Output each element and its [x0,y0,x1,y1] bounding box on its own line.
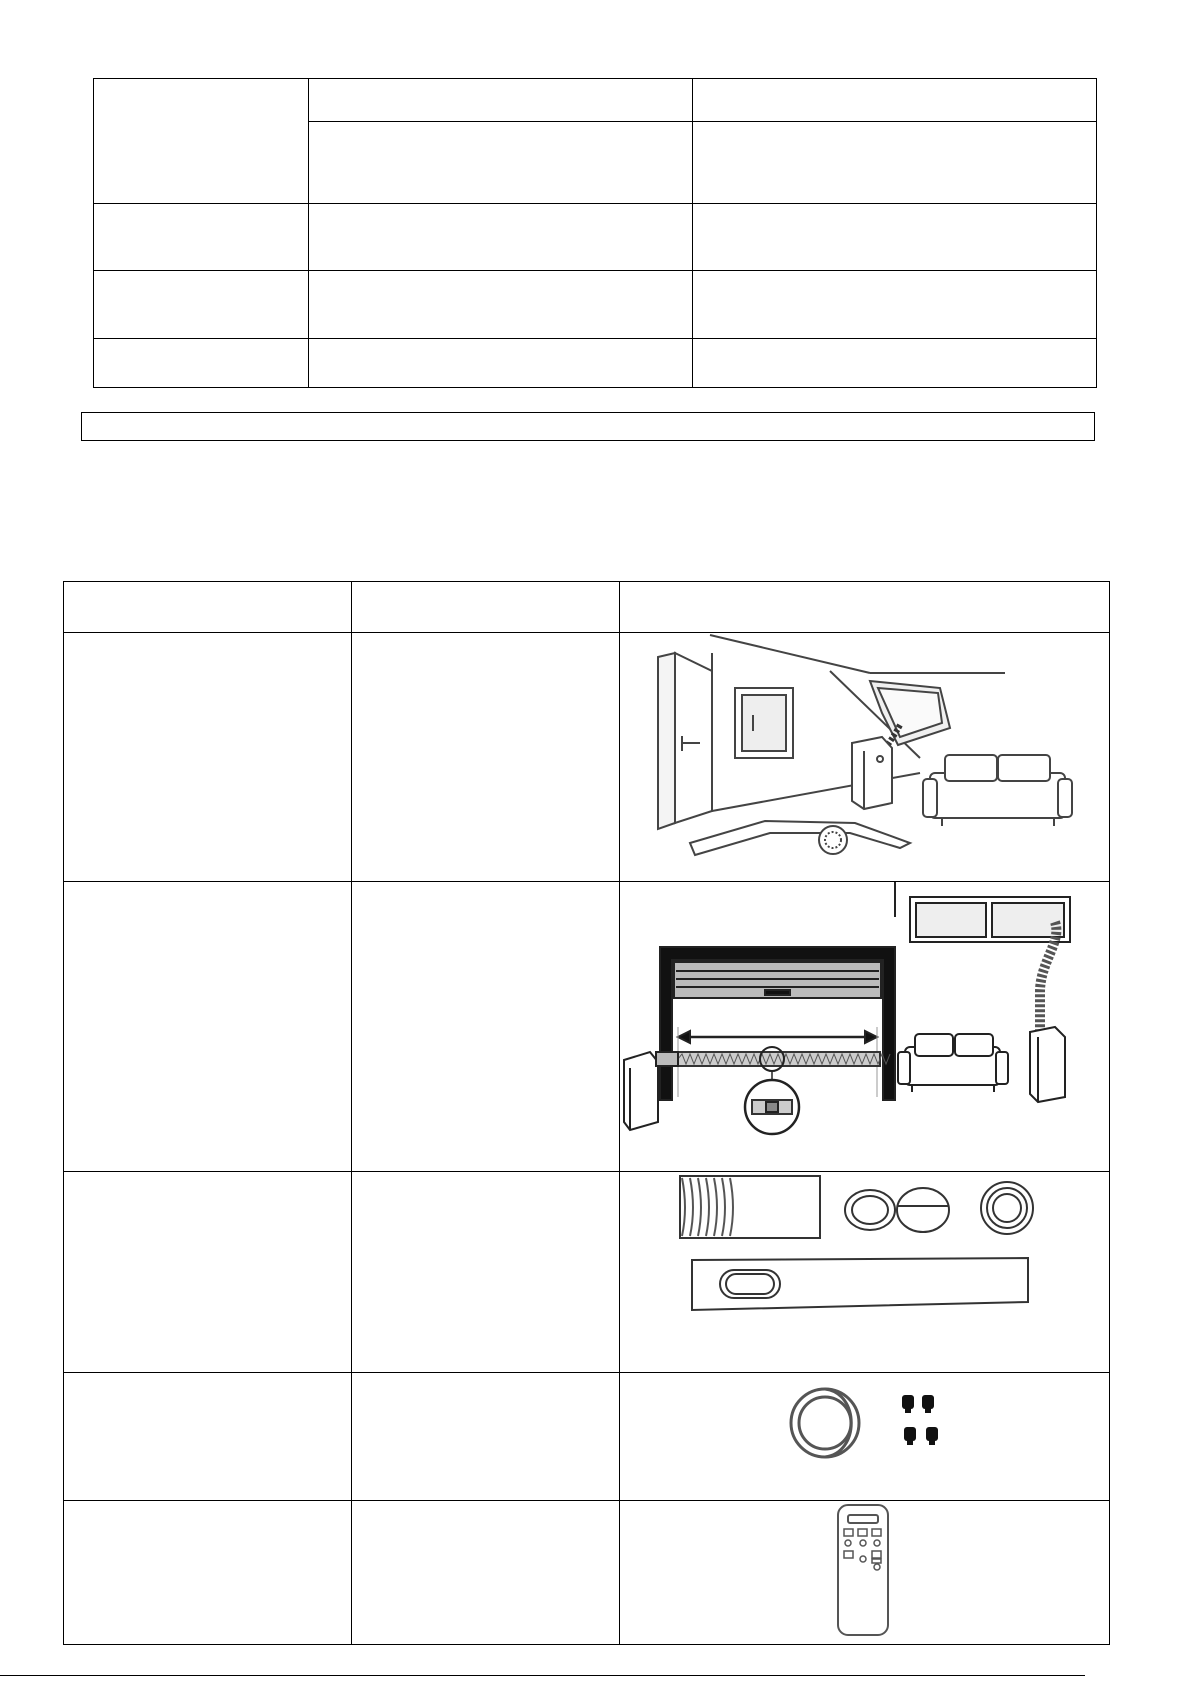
accessory-name-cell [64,1501,352,1645]
spec-table [93,78,1097,388]
spec-label-cell [94,79,309,204]
footer-divider [0,1675,1085,1676]
accessory-name-cell [64,1373,352,1501]
spec-label-cell [94,339,309,388]
window-sliding-seal-illustration [620,882,1109,1171]
accessory-name-cell [64,633,352,882]
accessory-image-cell [619,633,1109,882]
spec-value-cell [308,204,693,271]
table-row [94,271,1097,339]
accessory-image-cell [619,882,1109,1172]
remote-control-illustration [620,1501,1109,1644]
accessory-image-cell [619,1373,1109,1501]
table-row [64,1172,1110,1373]
note-box [81,412,1095,441]
spec-value-cell [308,122,693,204]
spec-value-cell [308,79,693,122]
table-row [94,79,1097,122]
table-row [64,1373,1110,1501]
header-cell [351,582,619,633]
accessory-name-cell [64,882,352,1172]
accessory-name-cell [64,1172,352,1373]
header-cell [619,582,1109,633]
accessory-image-cell [619,1172,1109,1373]
drain-hose-and-casters-illustration [620,1373,1109,1500]
spec-value-cell [308,339,693,388]
table-row [94,204,1097,271]
accessory-qty-cell [351,882,619,1172]
spec-value-cell [693,204,1097,271]
accessory-qty-cell [351,633,619,882]
accessory-table [63,581,1110,1645]
accessory-qty-cell [351,1373,619,1501]
accessory-image-cell [619,1501,1109,1645]
room-with-window-kit-illustration [620,633,1109,881]
spec-label-cell [94,204,309,271]
accessory-qty-cell [351,1172,619,1373]
exhaust-hose-and-window-plate-illustration [620,1172,1109,1372]
header-cell [64,582,352,633]
spec-value-cell [308,271,693,339]
spec-value-cell [693,271,1097,339]
table-row [64,882,1110,1172]
spec-value-cell [693,122,1097,204]
table-row [64,1501,1110,1645]
table-row [94,339,1097,388]
spec-value-cell [693,79,1097,122]
accessory-qty-cell [351,1501,619,1645]
table-row [64,633,1110,882]
spec-value-cell [693,339,1097,388]
table-header-row [64,582,1110,633]
spec-label-cell [94,271,309,339]
